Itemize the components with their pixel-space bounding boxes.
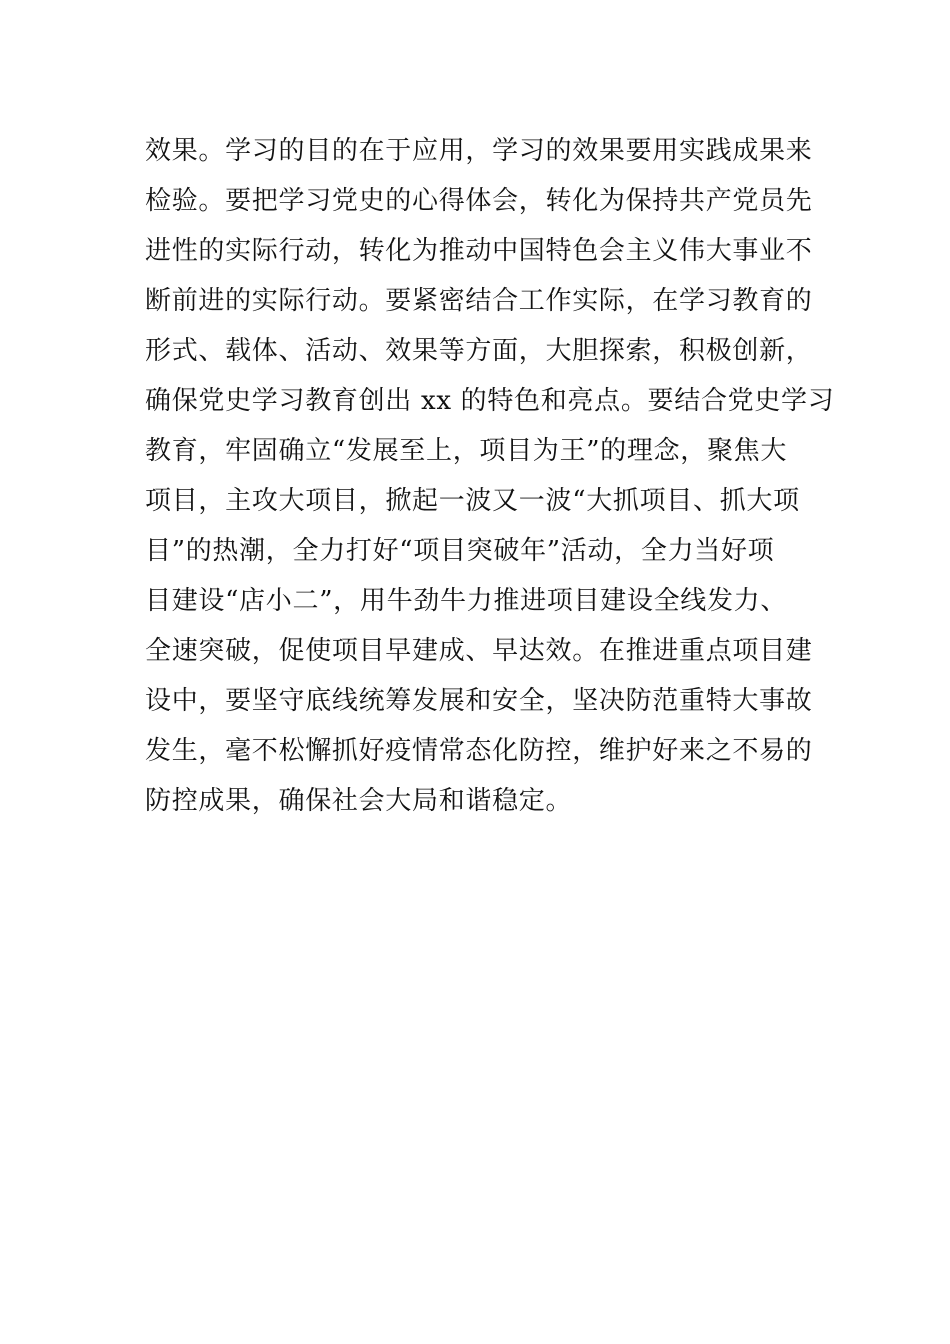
body-paragraph: [145, 126, 835, 826]
text-line: 形式、载体、活动、效果等方面，大胆探索，积极创新，: [145, 336, 813, 366]
text-line: 防控成果，确保社会大局和谐稳定。: [145, 786, 573, 816]
text-line: 设中，要坚守底线统筹发展和安全，坚决防范重特大事故: [145, 686, 813, 716]
text-line: 确保党史学习教育创出 xx 的特色和亮点。要结合党史学习: [145, 386, 835, 416]
text-line: 检验。要把学习党史的心得体会，转化为保持共产党员先: [145, 186, 813, 216]
text-line: 断前进的实际行动。要紧密结合工作实际，在学习教育的: [145, 286, 813, 316]
text-line: 进性的实际行动，转化为推动中国特色会主义伟大事业不: [145, 236, 813, 266]
text-line: 教育，牢固确立“发展至上，项目为王”的理念，聚焦大: [145, 436, 788, 466]
text-line: 目”的热潮，全力打好“项目突破年”活动，全力当好项: [145, 536, 775, 566]
text-line: 效果。学习的目的在于应用，学习的效果要用实践成果来: [145, 136, 813, 166]
text-line: 全速突破，促使项目早建成、早达效。在推进重点项目建: [145, 636, 813, 666]
text-line: 发生，毫不松懈抓好疫情常态化防控，维护好来之不易的: [145, 736, 813, 766]
text-line: 目建设“店小二”，用牛劲牛力推进项目建设全线发力、: [145, 586, 788, 616]
text-line: 项目，主攻大项目，掀起一波又一波“大抓项目、抓大项: [145, 486, 800, 516]
